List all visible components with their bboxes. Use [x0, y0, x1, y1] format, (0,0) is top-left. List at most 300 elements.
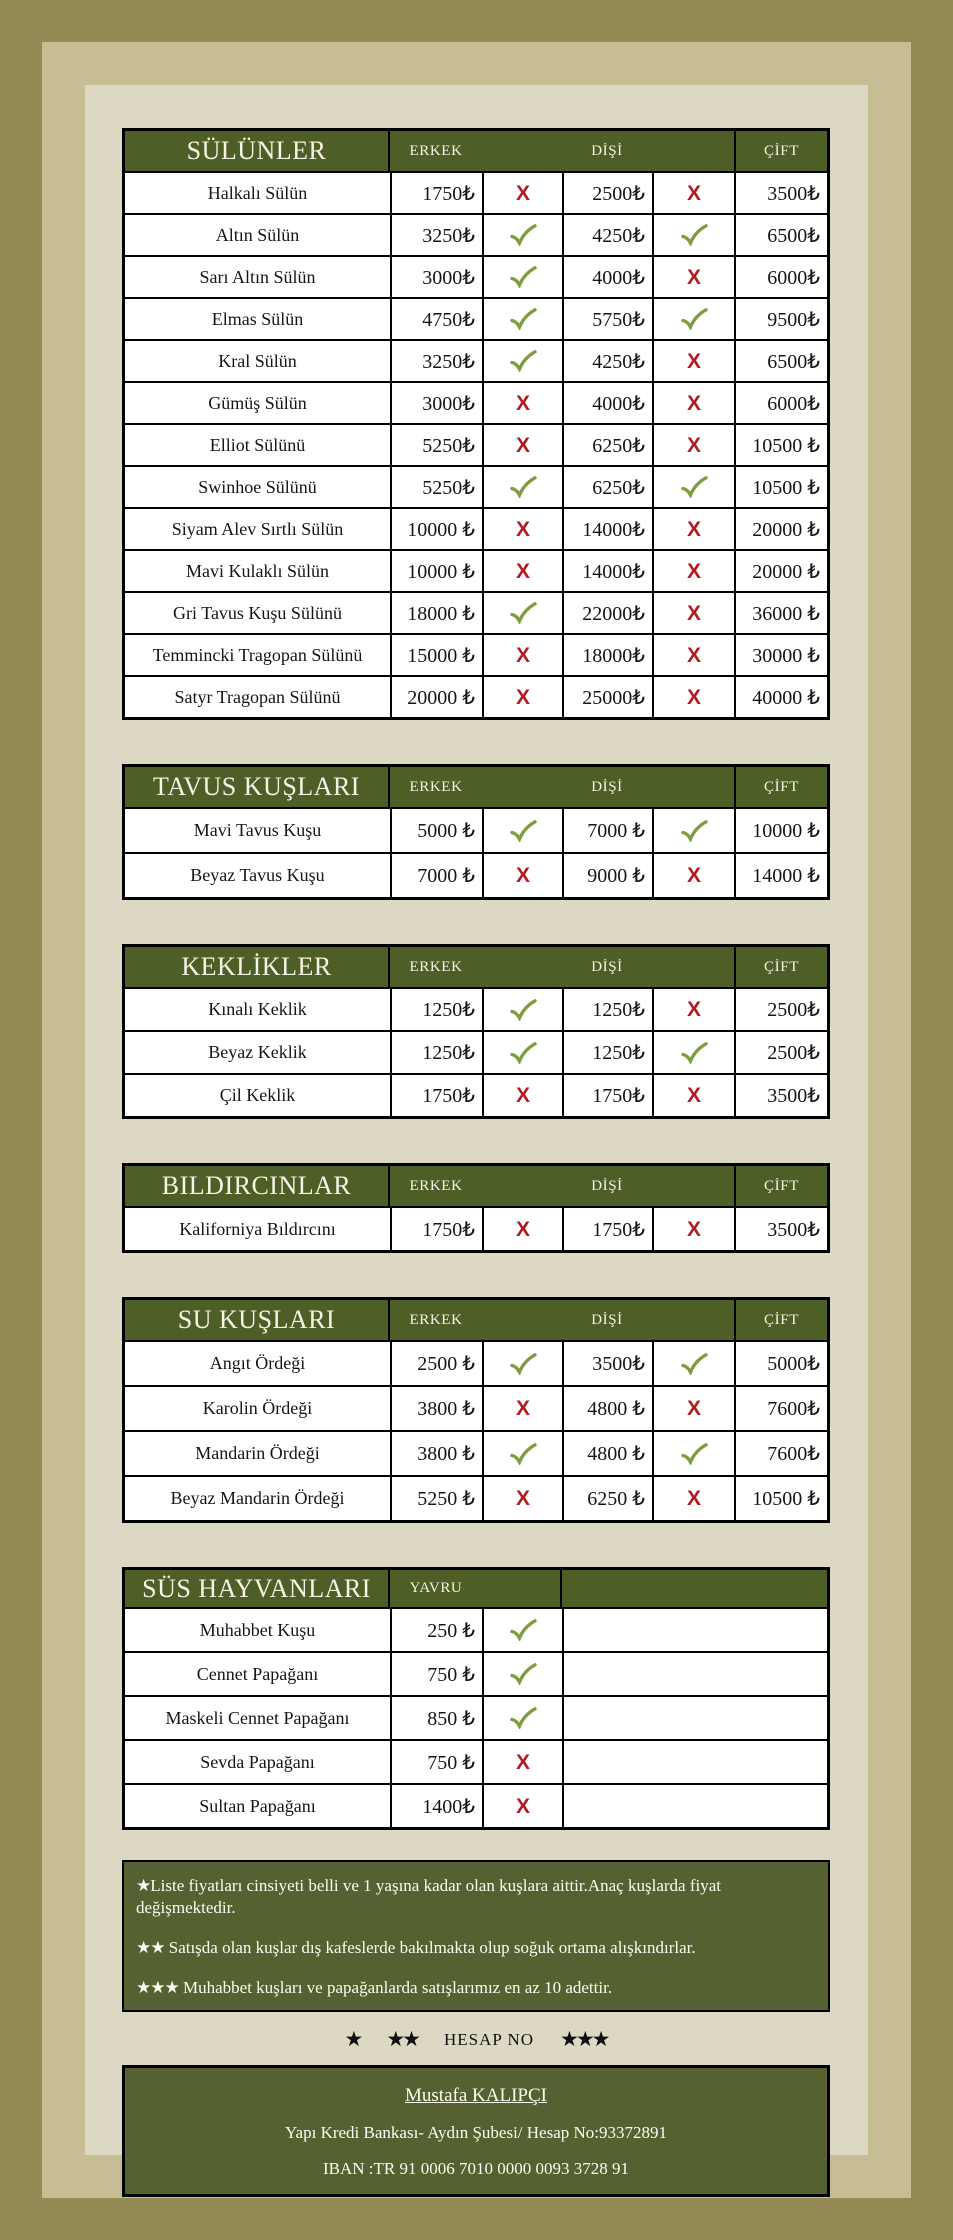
check-icon: [681, 224, 708, 246]
availability-cell: [482, 1785, 562, 1827]
disi-price-cell: 14000₺: [562, 551, 652, 591]
bird-name-cell: Cennet Papağanı: [196, 1663, 319, 1684]
disi-price-cell: 1250₺: [562, 989, 652, 1030]
header-spacer: [482, 947, 562, 987]
check-icon: [510, 266, 537, 288]
cift-price-cell: 9500₺: [734, 299, 827, 339]
cift-price-cell: 40000 ₺: [734, 677, 827, 717]
header-spacer: [482, 1166, 562, 1206]
bird-name-cell: Karolin Ördeği: [202, 1398, 313, 1418]
table-row: [125, 1475, 827, 1520]
availability-cell: [652, 1075, 734, 1116]
column-header-disi: DİŞİ: [591, 958, 623, 975]
availability-cell: [482, 1697, 562, 1739]
disi-price-cell: 1750₺: [562, 1208, 652, 1250]
price-table-su-kuslari: [122, 1297, 830, 1523]
bird-name-cell: Beyaz Tavus Kuşu: [190, 865, 325, 885]
erkek-price-cell: 1750₺: [390, 173, 482, 213]
check-icon: [510, 1663, 537, 1685]
check-icon: [510, 350, 537, 372]
table-title: BILDIRCINLAR: [125, 1166, 390, 1206]
availability-cell: [482, 1032, 562, 1073]
star-icon: ★★★: [560, 2027, 608, 2052]
availability-cell: [652, 635, 734, 675]
table-row: [125, 1739, 827, 1783]
table-row: [125, 1651, 827, 1695]
erkek-price-cell: 1750₺: [390, 1208, 482, 1250]
x-icon: X: [515, 864, 530, 887]
availability-cell: [652, 341, 734, 381]
check-icon: [510, 999, 537, 1021]
bird-name-cell: Altın Sülün: [215, 224, 300, 245]
cift-price-cell: 3500₺: [734, 1208, 827, 1250]
availability-cell: [482, 1387, 562, 1430]
table-row: [125, 465, 827, 507]
cift-price-cell: 2500₺: [734, 989, 827, 1030]
x-icon: X: [686, 685, 701, 709]
bird-name-cell: Sevda Papağanı: [200, 1751, 315, 1772]
availability-cell: [482, 1342, 562, 1385]
header-empty: [562, 1570, 827, 1607]
note-text: Liste fiyatları cinsiyeti belli ve 1 yaşına kadar olan kuşlara aittir.Anaç kuşlarda fiyat değişmektedir.: [136, 1876, 721, 1918]
availability-cell: [652, 677, 734, 717]
disi-price-cell: 6250₺: [562, 425, 652, 465]
table-row: [125, 1206, 827, 1250]
availability-cell: [482, 341, 562, 381]
cift-price-cell: 20000 ₺: [734, 551, 827, 591]
erkek-price-cell: 1250₺: [390, 1032, 482, 1073]
cift-price-cell: 6000₺: [734, 383, 827, 423]
availability-cell: [652, 257, 734, 297]
availability-cell: [652, 467, 734, 507]
bird-name-cell: Kınalı Keklik: [208, 999, 307, 1019]
cift-price-cell: 6500₺: [734, 341, 827, 381]
price-tables: [122, 128, 830, 1830]
erkek-price-cell: 3800 ₺: [390, 1432, 482, 1475]
price-table-sus-hayvanlari: [122, 1567, 830, 1830]
column-header-cift: ÇİFT: [734, 767, 827, 807]
table-row: [125, 852, 827, 897]
cift-price-cell: 6500₺: [734, 215, 827, 255]
erkek-price-cell: 3800 ₺: [390, 1387, 482, 1430]
erkek-price-cell: 18000 ₺: [390, 593, 482, 633]
cift-price-cell: 3500₺: [734, 1075, 827, 1116]
disi-price-cell: 2500₺: [562, 173, 652, 213]
cift-price-cell: 30000 ₺: [734, 635, 827, 675]
availability-cell: [482, 1477, 562, 1520]
availability-cell: [482, 509, 562, 549]
header-spacer: [482, 1570, 562, 1607]
x-icon: X: [515, 181, 530, 205]
x-icon: X: [686, 864, 701, 887]
table-row: [125, 213, 827, 255]
cift-price-cell: 10500 ₺: [734, 467, 827, 507]
erkek-price-cell: 15000 ₺: [390, 635, 482, 675]
cift-price-cell: 7600₺: [734, 1432, 827, 1475]
table-header-row: [125, 131, 827, 171]
column-header-cift: ÇİFT: [734, 1166, 827, 1206]
bird-name-cell: Çil Keklik: [219, 1085, 296, 1105]
star-icon: ★: [136, 1876, 151, 1895]
bird-name-cell: Siyam Alev Sırtlı Sülün: [171, 518, 344, 539]
column-header-erkek: ERKEK: [409, 142, 463, 159]
x-icon: X: [686, 1487, 701, 1510]
column-header-disi: DİŞİ: [591, 1311, 623, 1328]
column-header-erkek: ERKEK: [409, 1177, 463, 1194]
cift-price-cell: 14000 ₺: [734, 854, 827, 897]
star-icon: ★★: [136, 1938, 165, 1958]
table-row: [125, 633, 827, 675]
disi-price-cell: 6250₺: [562, 467, 652, 507]
disi-price-cell: 6250 ₺: [562, 1477, 652, 1520]
erkek-price-cell: 1750₺: [390, 1075, 482, 1116]
table-row: [125, 1695, 827, 1739]
table-header-row: [125, 1570, 827, 1607]
table-row: [125, 987, 827, 1030]
disi-price-cell: 7000 ₺: [562, 809, 652, 852]
note-line: [136, 1977, 816, 1999]
availability-cell: [482, 1653, 562, 1695]
bird-name-cell: Swinhoe Sülünü: [198, 476, 317, 497]
inner-panel: [85, 85, 868, 2179]
cift-price-cell: 3500₺: [734, 173, 827, 213]
header-spacer: [652, 1300, 734, 1340]
availability-cell: [482, 1741, 562, 1783]
note-text: Muhabbet kuşları ve papağanlarda satışlarımız en az 10 adettir.: [178, 1978, 613, 1998]
bird-name-cell: Gümüş Sülün: [208, 392, 307, 413]
disi-price-cell: 1750₺: [562, 1075, 652, 1116]
price-table-keklikler: [122, 944, 830, 1119]
erkek-price-cell: 3250₺: [390, 341, 482, 381]
erkek-price-cell: 10000 ₺: [390, 509, 482, 549]
availability-cell: [652, 1432, 734, 1475]
iban-line: IBAN :TR 91 0006 7010 0000 0093 3728 91: [323, 2159, 629, 2179]
table-title: SÜS HAYVANLARI: [125, 1570, 390, 1607]
cift-price-cell: 7600₺: [734, 1387, 827, 1430]
cift-price-cell: 10000 ₺: [734, 809, 827, 852]
availability-cell: [482, 635, 562, 675]
table-row: [125, 381, 827, 423]
empty-cell: [562, 1697, 827, 1739]
erkek-price-cell: 10000 ₺: [390, 551, 482, 591]
column-header-yavru: YAVRU: [409, 1580, 463, 1596]
bird-name-cell: Mavi Kulaklı Sülün: [186, 560, 329, 581]
x-icon: X: [686, 517, 701, 541]
note-text: Satışda olan kuşlar dış kafeslerde bakılmakta olup soğuk ortama alışkındırlar.: [164, 1938, 696, 1958]
check-icon: [681, 820, 708, 842]
check-icon: [510, 1619, 537, 1641]
table-title: SU KUŞLARI: [125, 1300, 390, 1340]
x-icon: X: [515, 1397, 530, 1420]
account-holder-name: Mustafa KALIPÇI: [405, 2085, 547, 2107]
availability-cell: [482, 1609, 562, 1651]
availability-cell: [482, 1432, 562, 1475]
check-icon: [510, 224, 537, 246]
header-spacer: [652, 767, 734, 807]
bird-name-cell: Beyaz Mandarin Ördeği: [170, 1488, 345, 1508]
erkek-price-cell: 3000₺: [390, 257, 482, 297]
availability-cell: [482, 257, 562, 297]
disi-price-cell: 4000₺: [562, 383, 652, 423]
notes-box: [122, 1860, 830, 2012]
price-table-sulunler: [122, 128, 830, 720]
x-icon: X: [515, 517, 530, 541]
header-spacer: [652, 947, 734, 987]
check-icon: [681, 1042, 708, 1064]
bird-name-cell: Beyaz Keklik: [208, 1042, 307, 1062]
bird-name-cell: Halkalı Sülün: [207, 182, 308, 203]
x-icon: X: [686, 433, 701, 457]
column-header-disi: DİŞİ: [591, 1177, 623, 1194]
table-title: KEKLİKLER: [125, 947, 390, 987]
availability-cell: [652, 173, 734, 213]
availability-cell: [652, 989, 734, 1030]
table-row: [125, 171, 827, 213]
availability-cell: [652, 1477, 734, 1520]
availability-cell: [652, 383, 734, 423]
yavru-price-cell: 1400₺: [390, 1785, 482, 1827]
availability-cell: [482, 989, 562, 1030]
x-icon: X: [686, 181, 701, 205]
erkek-price-cell: 5250₺: [390, 425, 482, 465]
availability-cell: [482, 677, 562, 717]
star-icon: ★★★: [136, 1978, 179, 1998]
header-spacer: [482, 1300, 562, 1340]
bird-name-cell: Gri Tavus Kuşu Sülünü: [173, 602, 342, 623]
price-table-bildircinlar: [122, 1163, 830, 1253]
check-icon: [510, 1042, 537, 1064]
availability-cell: [652, 215, 734, 255]
table-header-row: [125, 947, 827, 987]
table-row: [125, 1340, 827, 1385]
table-row: [125, 1073, 827, 1116]
availability-cell: [482, 173, 562, 213]
disi-price-cell: 5750₺: [562, 299, 652, 339]
table-row: [125, 1030, 827, 1073]
star-icon: ★: [344, 2027, 361, 2052]
bird-name-cell: Mandarin Ördeği: [195, 1443, 320, 1463]
x-icon: X: [515, 1217, 530, 1241]
x-icon: X: [515, 559, 530, 583]
bird-name-cell: Kaliforniya Bıldırcını: [179, 1218, 336, 1239]
disi-price-cell: 4800 ₺: [562, 1432, 652, 1475]
column-header-disi: DİŞİ: [591, 142, 623, 159]
x-icon: X: [515, 685, 530, 709]
cift-price-cell: 20000 ₺: [734, 509, 827, 549]
column-header-erkek: ERKEK: [409, 1311, 463, 1328]
cift-price-cell: 2500₺: [734, 1032, 827, 1073]
column-header-cift: ÇİFT: [734, 131, 827, 171]
check-icon: [510, 820, 537, 842]
note-line: [136, 1937, 816, 1959]
table-row: [125, 807, 827, 852]
erkek-price-cell: 7000 ₺: [390, 854, 482, 897]
erkek-price-cell: 1250₺: [390, 989, 482, 1030]
table-row: [125, 423, 827, 465]
check-icon: [510, 476, 537, 498]
cift-price-cell: 6000₺: [734, 257, 827, 297]
note-line: [136, 1875, 816, 1919]
empty-cell: [562, 1785, 827, 1827]
erkek-price-cell: 4750₺: [390, 299, 482, 339]
disi-price-cell: 25000₺: [562, 677, 652, 717]
x-icon: X: [515, 1750, 530, 1774]
empty-cell: [562, 1653, 827, 1695]
bird-name-cell: Sultan Papağanı: [199, 1795, 316, 1816]
disi-price-cell: 4250₺: [562, 215, 652, 255]
header-spacer: [652, 1166, 734, 1206]
check-icon: [681, 1353, 708, 1375]
x-icon: X: [686, 265, 701, 289]
table-row: [125, 339, 827, 381]
header-spacer: [482, 767, 562, 807]
x-icon: X: [515, 391, 530, 415]
availability-cell: [652, 425, 734, 465]
availability-cell: [652, 593, 734, 633]
disi-price-cell: 18000₺: [562, 635, 652, 675]
content-column: [122, 128, 830, 2197]
availability-cell: [652, 1032, 734, 1073]
cift-price-cell: 5000₺: [734, 1342, 827, 1385]
column-header-erkek: ERKEK: [409, 778, 463, 795]
empty-cell: [562, 1609, 827, 1651]
availability-cell: [482, 551, 562, 591]
outer-frame: [42, 42, 911, 2198]
header-spacer: [652, 131, 734, 171]
availability-cell: [482, 809, 562, 852]
column-header-erkek: ERKEK: [409, 958, 463, 975]
x-icon: X: [686, 559, 701, 583]
availability-cell: [652, 509, 734, 549]
cift-price-cell: 10500 ₺: [734, 1477, 827, 1520]
bird-name-cell: Angıt Ördeği: [209, 1353, 306, 1373]
x-icon: X: [686, 601, 701, 625]
availability-cell: [482, 1208, 562, 1250]
bird-name-cell: Muhabbet Kuşu: [199, 1619, 316, 1640]
availability-cell: [482, 425, 562, 465]
table-row: [125, 1385, 827, 1430]
table-header-row: [125, 1300, 827, 1340]
disi-price-cell: 22000₺: [562, 593, 652, 633]
x-icon: X: [686, 643, 701, 667]
erkek-price-cell: 3250₺: [390, 215, 482, 255]
availability-cell: [482, 1075, 562, 1116]
x-icon: X: [686, 1084, 701, 1107]
availability-cell: [482, 854, 562, 897]
x-icon: X: [515, 643, 530, 667]
x-icon: X: [515, 433, 530, 457]
bird-name-cell: Sarı Altın Sülün: [199, 266, 316, 287]
availability-cell: [652, 1342, 734, 1385]
x-icon: X: [686, 349, 701, 373]
availability-cell: [482, 467, 562, 507]
table-row: [125, 297, 827, 339]
x-icon: X: [515, 1084, 530, 1107]
availability-cell: [652, 299, 734, 339]
erkek-price-cell: 5000 ₺: [390, 809, 482, 852]
availability-cell: [652, 854, 734, 897]
availability-cell: [482, 593, 562, 633]
availability-cell: [652, 551, 734, 591]
yavru-price-cell: 250 ₺: [390, 1609, 482, 1651]
table-row: [125, 549, 827, 591]
yavru-price-cell: 750 ₺: [390, 1741, 482, 1783]
bird-name-cell: Kral Sülün: [218, 350, 297, 371]
check-icon: [510, 1443, 537, 1465]
hesap-no-row: [122, 2027, 830, 2052]
bank-branch-line: Yapı Kredi Bankası- Aydın Şubesi/ Hesap No:93372891: [284, 2123, 668, 2143]
table-row: [125, 675, 827, 717]
check-icon: [681, 308, 708, 330]
availability-cell: [482, 299, 562, 339]
check-icon: [681, 1443, 708, 1465]
availability-cell: [652, 1387, 734, 1430]
table-header-row: [125, 767, 827, 807]
column-header-disi: DİŞİ: [591, 778, 623, 795]
erkek-price-cell: 2500 ₺: [390, 1342, 482, 1385]
table-row: [125, 591, 827, 633]
x-icon: X: [686, 391, 701, 415]
disi-price-cell: 4000₺: [562, 257, 652, 297]
check-icon: [510, 1707, 537, 1729]
table-row: [125, 1607, 827, 1651]
disi-price-cell: 4250₺: [562, 341, 652, 381]
x-icon: X: [686, 1397, 701, 1420]
x-icon: X: [515, 1794, 530, 1818]
disi-price-cell: 4800 ₺: [562, 1387, 652, 1430]
table-row: [125, 255, 827, 297]
yavru-price-cell: 850 ₺: [390, 1697, 482, 1739]
table-row: [125, 1430, 827, 1475]
bird-name-cell: Satyr Tragopan Sülünü: [174, 686, 341, 707]
header-spacer: [482, 131, 562, 171]
empty-cell: [562, 1741, 827, 1783]
availability-cell: [482, 383, 562, 423]
column-header-cift: ÇİFT: [734, 947, 827, 987]
erkek-price-cell: 20000 ₺: [390, 677, 482, 717]
x-icon: X: [686, 1217, 701, 1241]
bird-name-cell: Elmas Sülün: [211, 308, 304, 329]
disi-price-cell: 9000 ₺: [562, 854, 652, 897]
star-icon: ★★: [386, 2027, 418, 2052]
account-box: [122, 2065, 830, 2197]
disi-price-cell: 14000₺: [562, 509, 652, 549]
table-row: [125, 507, 827, 549]
table-title: TAVUS KUŞLARI: [125, 767, 390, 807]
check-icon: [681, 476, 708, 498]
hesap-no-label: HESAP NO: [443, 2029, 535, 2049]
x-icon: X: [515, 1487, 530, 1510]
availability-cell: [652, 1208, 734, 1250]
check-icon: [510, 308, 537, 330]
availability-cell: [652, 809, 734, 852]
price-table-tavus-kuslari: [122, 764, 830, 900]
table-header-row: [125, 1166, 827, 1206]
bird-name-cell: Mavi Tavus Kuşu: [193, 820, 322, 840]
table-title: SÜLÜNLER: [125, 131, 390, 171]
bird-name-cell: Elliot Sülünü: [209, 434, 306, 455]
erkek-price-cell: 5250 ₺: [390, 1477, 482, 1520]
cift-price-cell: 10500 ₺: [734, 425, 827, 465]
erkek-price-cell: 3000₺: [390, 383, 482, 423]
disi-price-cell: 3500₺: [562, 1342, 652, 1385]
check-icon: [510, 602, 537, 624]
check-icon: [510, 1353, 537, 1375]
bird-name-cell: Temmincki Tragopan Sülünü: [152, 644, 363, 665]
availability-cell: [482, 215, 562, 255]
yavru-price-cell: 750 ₺: [390, 1653, 482, 1695]
erkek-price-cell: 5250₺: [390, 467, 482, 507]
